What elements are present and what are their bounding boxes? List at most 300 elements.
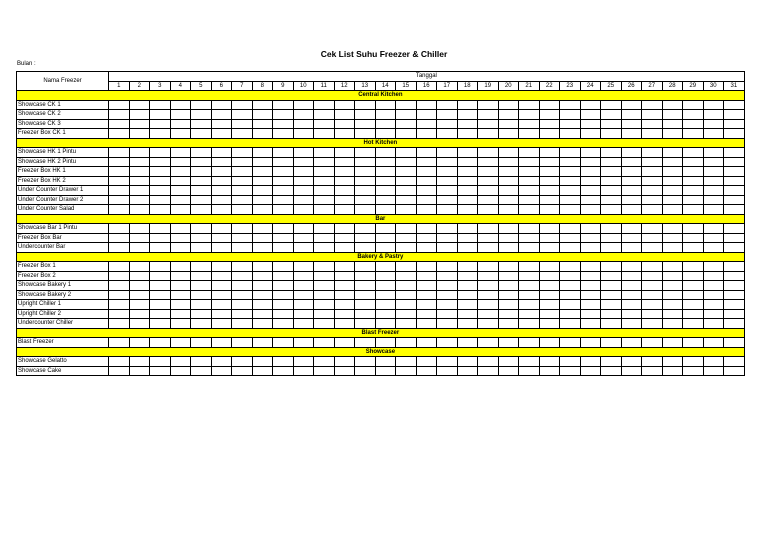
temperature-cell[interactable] xyxy=(273,290,294,300)
temperature-cell[interactable] xyxy=(273,157,294,167)
temperature-cell[interactable] xyxy=(375,205,396,215)
temperature-cell[interactable] xyxy=(683,148,704,158)
temperature-cell[interactable] xyxy=(416,186,437,196)
temperature-cell[interactable] xyxy=(642,119,663,129)
temperature-cell[interactable] xyxy=(273,176,294,186)
temperature-cell[interactable] xyxy=(703,186,724,196)
temperature-cell[interactable] xyxy=(334,224,355,234)
temperature-cell[interactable] xyxy=(642,129,663,139)
temperature-cell[interactable] xyxy=(396,195,417,205)
temperature-cell[interactable] xyxy=(601,290,622,300)
temperature-cell[interactable] xyxy=(273,233,294,243)
temperature-cell[interactable] xyxy=(334,110,355,120)
temperature-cell[interactable] xyxy=(703,205,724,215)
temperature-cell[interactable] xyxy=(437,224,458,234)
temperature-cell[interactable] xyxy=(703,167,724,177)
temperature-cell[interactable] xyxy=(662,224,683,234)
temperature-cell[interactable] xyxy=(375,233,396,243)
temperature-cell[interactable] xyxy=(314,167,335,177)
temperature-cell[interactable] xyxy=(129,119,150,129)
temperature-cell[interactable] xyxy=(662,110,683,120)
temperature-cell[interactable] xyxy=(724,357,745,367)
temperature-cell[interactable] xyxy=(232,271,253,281)
temperature-cell[interactable] xyxy=(416,233,437,243)
temperature-cell[interactable] xyxy=(683,271,704,281)
temperature-cell[interactable] xyxy=(457,281,478,291)
temperature-cell[interactable] xyxy=(683,281,704,291)
temperature-cell[interactable] xyxy=(601,271,622,281)
temperature-cell[interactable] xyxy=(539,262,560,272)
temperature-cell[interactable] xyxy=(273,100,294,110)
temperature-cell[interactable] xyxy=(601,224,622,234)
temperature-cell[interactable] xyxy=(396,262,417,272)
temperature-cell[interactable] xyxy=(642,233,663,243)
temperature-cell[interactable] xyxy=(498,300,519,310)
temperature-cell[interactable] xyxy=(621,338,642,348)
temperature-cell[interactable] xyxy=(580,262,601,272)
temperature-cell[interactable] xyxy=(683,366,704,376)
temperature-cell[interactable] xyxy=(724,167,745,177)
temperature-cell[interactable] xyxy=(355,119,376,129)
temperature-cell[interactable] xyxy=(252,338,273,348)
temperature-cell[interactable] xyxy=(334,290,355,300)
temperature-cell[interactable] xyxy=(437,281,458,291)
temperature-cell[interactable] xyxy=(416,100,437,110)
temperature-cell[interactable] xyxy=(314,205,335,215)
temperature-cell[interactable] xyxy=(478,119,499,129)
temperature-cell[interactable] xyxy=(519,271,540,281)
temperature-cell[interactable] xyxy=(621,157,642,167)
temperature-cell[interactable] xyxy=(642,290,663,300)
temperature-cell[interactable] xyxy=(703,233,724,243)
temperature-cell[interactable] xyxy=(478,167,499,177)
temperature-cell[interactable] xyxy=(683,129,704,139)
temperature-cell[interactable] xyxy=(621,186,642,196)
temperature-cell[interactable] xyxy=(150,167,171,177)
temperature-cell[interactable] xyxy=(498,281,519,291)
temperature-cell[interactable] xyxy=(355,195,376,205)
temperature-cell[interactable] xyxy=(150,357,171,367)
temperature-cell[interactable] xyxy=(416,290,437,300)
temperature-cell[interactable] xyxy=(293,300,314,310)
temperature-cell[interactable] xyxy=(560,176,581,186)
temperature-cell[interactable] xyxy=(601,233,622,243)
temperature-cell[interactable] xyxy=(601,243,622,253)
temperature-cell[interactable] xyxy=(375,129,396,139)
temperature-cell[interactable] xyxy=(478,366,499,376)
temperature-cell[interactable] xyxy=(396,300,417,310)
temperature-cell[interactable] xyxy=(724,262,745,272)
temperature-cell[interactable] xyxy=(334,357,355,367)
temperature-cell[interactable] xyxy=(437,243,458,253)
temperature-cell[interactable] xyxy=(334,233,355,243)
temperature-cell[interactable] xyxy=(170,119,191,129)
temperature-cell[interactable] xyxy=(109,290,130,300)
temperature-cell[interactable] xyxy=(232,205,253,215)
temperature-cell[interactable] xyxy=(293,195,314,205)
temperature-cell[interactable] xyxy=(437,129,458,139)
temperature-cell[interactable] xyxy=(498,186,519,196)
temperature-cell[interactable] xyxy=(191,366,212,376)
temperature-cell[interactable] xyxy=(662,262,683,272)
temperature-cell[interactable] xyxy=(621,319,642,329)
temperature-cell[interactable] xyxy=(478,281,499,291)
temperature-cell[interactable] xyxy=(703,281,724,291)
temperature-cell[interactable] xyxy=(498,157,519,167)
temperature-cell[interactable] xyxy=(334,148,355,158)
temperature-cell[interactable] xyxy=(703,243,724,253)
temperature-cell[interactable] xyxy=(437,186,458,196)
temperature-cell[interactable] xyxy=(724,319,745,329)
temperature-cell[interactable] xyxy=(457,357,478,367)
temperature-cell[interactable] xyxy=(478,157,499,167)
temperature-cell[interactable] xyxy=(334,157,355,167)
temperature-cell[interactable] xyxy=(580,157,601,167)
temperature-cell[interactable] xyxy=(662,129,683,139)
temperature-cell[interactable] xyxy=(498,176,519,186)
temperature-cell[interactable] xyxy=(170,129,191,139)
temperature-cell[interactable] xyxy=(314,281,335,291)
temperature-cell[interactable] xyxy=(375,148,396,158)
temperature-cell[interactable] xyxy=(662,271,683,281)
temperature-cell[interactable] xyxy=(191,262,212,272)
temperature-cell[interactable] xyxy=(170,366,191,376)
temperature-cell[interactable] xyxy=(478,243,499,253)
temperature-cell[interactable] xyxy=(703,119,724,129)
temperature-cell[interactable] xyxy=(252,224,273,234)
temperature-cell[interactable] xyxy=(703,319,724,329)
temperature-cell[interactable] xyxy=(129,319,150,329)
temperature-cell[interactable] xyxy=(396,243,417,253)
temperature-cell[interactable] xyxy=(498,366,519,376)
temperature-cell[interactable] xyxy=(683,186,704,196)
temperature-cell[interactable] xyxy=(150,195,171,205)
temperature-cell[interactable] xyxy=(416,119,437,129)
temperature-cell[interactable] xyxy=(396,119,417,129)
temperature-cell[interactable] xyxy=(355,129,376,139)
temperature-cell[interactable] xyxy=(109,100,130,110)
temperature-cell[interactable] xyxy=(150,271,171,281)
temperature-cell[interactable] xyxy=(416,309,437,319)
temperature-cell[interactable] xyxy=(375,119,396,129)
temperature-cell[interactable] xyxy=(293,233,314,243)
temperature-cell[interactable] xyxy=(396,319,417,329)
temperature-cell[interactable] xyxy=(498,309,519,319)
temperature-cell[interactable] xyxy=(416,319,437,329)
temperature-cell[interactable] xyxy=(191,290,212,300)
temperature-cell[interactable] xyxy=(539,129,560,139)
temperature-cell[interactable] xyxy=(437,195,458,205)
temperature-cell[interactable] xyxy=(437,176,458,186)
temperature-cell[interactable] xyxy=(621,281,642,291)
temperature-cell[interactable] xyxy=(252,300,273,310)
temperature-cell[interactable] xyxy=(580,186,601,196)
temperature-cell[interactable] xyxy=(662,157,683,167)
temperature-cell[interactable] xyxy=(457,224,478,234)
temperature-cell[interactable] xyxy=(539,176,560,186)
temperature-cell[interactable] xyxy=(293,309,314,319)
temperature-cell[interactable] xyxy=(252,148,273,158)
temperature-cell[interactable] xyxy=(724,300,745,310)
temperature-cell[interactable] xyxy=(273,338,294,348)
temperature-cell[interactable] xyxy=(232,309,253,319)
temperature-cell[interactable] xyxy=(334,119,355,129)
temperature-cell[interactable] xyxy=(375,195,396,205)
temperature-cell[interactable] xyxy=(109,262,130,272)
temperature-cell[interactable] xyxy=(416,300,437,310)
temperature-cell[interactable] xyxy=(416,243,437,253)
temperature-cell[interactable] xyxy=(191,319,212,329)
temperature-cell[interactable] xyxy=(273,366,294,376)
temperature-cell[interactable] xyxy=(560,366,581,376)
temperature-cell[interactable] xyxy=(580,176,601,186)
temperature-cell[interactable] xyxy=(457,176,478,186)
temperature-cell[interactable] xyxy=(170,224,191,234)
temperature-cell[interactable] xyxy=(601,148,622,158)
temperature-cell[interactable] xyxy=(457,300,478,310)
temperature-cell[interactable] xyxy=(150,205,171,215)
temperature-cell[interactable] xyxy=(129,129,150,139)
temperature-cell[interactable] xyxy=(519,176,540,186)
temperature-cell[interactable] xyxy=(621,271,642,281)
temperature-cell[interactable] xyxy=(396,110,417,120)
temperature-cell[interactable] xyxy=(109,271,130,281)
temperature-cell[interactable] xyxy=(109,281,130,291)
temperature-cell[interactable] xyxy=(314,148,335,158)
temperature-cell[interactable] xyxy=(478,309,499,319)
temperature-cell[interactable] xyxy=(703,110,724,120)
temperature-cell[interactable] xyxy=(211,281,232,291)
temperature-cell[interactable] xyxy=(560,243,581,253)
temperature-cell[interactable] xyxy=(375,290,396,300)
temperature-cell[interactable] xyxy=(539,148,560,158)
temperature-cell[interactable] xyxy=(478,195,499,205)
temperature-cell[interactable] xyxy=(621,357,642,367)
temperature-cell[interactable] xyxy=(334,186,355,196)
temperature-cell[interactable] xyxy=(211,338,232,348)
temperature-cell[interactable] xyxy=(642,243,663,253)
temperature-cell[interactable] xyxy=(498,338,519,348)
temperature-cell[interactable] xyxy=(396,205,417,215)
temperature-cell[interactable] xyxy=(150,157,171,167)
temperature-cell[interactable] xyxy=(539,167,560,177)
temperature-cell[interactable] xyxy=(375,100,396,110)
temperature-cell[interactable] xyxy=(109,176,130,186)
temperature-cell[interactable] xyxy=(293,243,314,253)
temperature-cell[interactable] xyxy=(396,224,417,234)
temperature-cell[interactable] xyxy=(109,186,130,196)
temperature-cell[interactable] xyxy=(191,281,212,291)
temperature-cell[interactable] xyxy=(252,262,273,272)
temperature-cell[interactable] xyxy=(252,167,273,177)
temperature-cell[interactable] xyxy=(293,148,314,158)
temperature-cell[interactable] xyxy=(416,205,437,215)
temperature-cell[interactable] xyxy=(498,290,519,300)
temperature-cell[interactable] xyxy=(683,243,704,253)
temperature-cell[interactable] xyxy=(355,309,376,319)
temperature-cell[interactable] xyxy=(396,148,417,158)
temperature-cell[interactable] xyxy=(580,309,601,319)
temperature-cell[interactable] xyxy=(150,338,171,348)
temperature-cell[interactable] xyxy=(396,176,417,186)
temperature-cell[interactable] xyxy=(621,148,642,158)
temperature-cell[interactable] xyxy=(293,262,314,272)
temperature-cell[interactable] xyxy=(334,319,355,329)
temperature-cell[interactable] xyxy=(191,243,212,253)
temperature-cell[interactable] xyxy=(642,205,663,215)
temperature-cell[interactable] xyxy=(642,319,663,329)
temperature-cell[interactable] xyxy=(191,338,212,348)
temperature-cell[interactable] xyxy=(539,319,560,329)
temperature-cell[interactable] xyxy=(662,243,683,253)
temperature-cell[interactable] xyxy=(293,157,314,167)
temperature-cell[interactable] xyxy=(519,224,540,234)
temperature-cell[interactable] xyxy=(355,281,376,291)
temperature-cell[interactable] xyxy=(375,300,396,310)
temperature-cell[interactable] xyxy=(498,243,519,253)
temperature-cell[interactable] xyxy=(314,100,335,110)
temperature-cell[interactable] xyxy=(560,205,581,215)
temperature-cell[interactable] xyxy=(621,119,642,129)
temperature-cell[interactable] xyxy=(621,290,642,300)
temperature-cell[interactable] xyxy=(170,281,191,291)
temperature-cell[interactable] xyxy=(642,100,663,110)
temperature-cell[interactable] xyxy=(211,319,232,329)
temperature-cell[interactable] xyxy=(334,262,355,272)
temperature-cell[interactable] xyxy=(191,176,212,186)
temperature-cell[interactable] xyxy=(621,110,642,120)
temperature-cell[interactable] xyxy=(355,262,376,272)
temperature-cell[interactable] xyxy=(478,271,499,281)
temperature-cell[interactable] xyxy=(273,129,294,139)
temperature-cell[interactable] xyxy=(211,243,232,253)
temperature-cell[interactable] xyxy=(191,205,212,215)
temperature-cell[interactable] xyxy=(355,100,376,110)
temperature-cell[interactable] xyxy=(560,167,581,177)
temperature-cell[interactable] xyxy=(580,129,601,139)
temperature-cell[interactable] xyxy=(252,366,273,376)
temperature-cell[interactable] xyxy=(396,100,417,110)
temperature-cell[interactable] xyxy=(129,110,150,120)
temperature-cell[interactable] xyxy=(457,366,478,376)
temperature-cell[interactable] xyxy=(580,271,601,281)
temperature-cell[interactable] xyxy=(621,366,642,376)
temperature-cell[interactable] xyxy=(519,290,540,300)
temperature-cell[interactable] xyxy=(457,205,478,215)
temperature-cell[interactable] xyxy=(109,119,130,129)
temperature-cell[interactable] xyxy=(601,366,622,376)
temperature-cell[interactable] xyxy=(211,262,232,272)
temperature-cell[interactable] xyxy=(539,224,560,234)
temperature-cell[interactable] xyxy=(232,319,253,329)
temperature-cell[interactable] xyxy=(457,129,478,139)
temperature-cell[interactable] xyxy=(621,195,642,205)
temperature-cell[interactable] xyxy=(273,309,294,319)
temperature-cell[interactable] xyxy=(109,233,130,243)
temperature-cell[interactable] xyxy=(580,195,601,205)
temperature-cell[interactable] xyxy=(232,148,253,158)
temperature-cell[interactable] xyxy=(150,129,171,139)
temperature-cell[interactable] xyxy=(129,186,150,196)
temperature-cell[interactable] xyxy=(683,319,704,329)
temperature-cell[interactable] xyxy=(519,100,540,110)
temperature-cell[interactable] xyxy=(683,176,704,186)
temperature-cell[interactable] xyxy=(642,186,663,196)
temperature-cell[interactable] xyxy=(539,100,560,110)
temperature-cell[interactable] xyxy=(642,271,663,281)
temperature-cell[interactable] xyxy=(724,176,745,186)
temperature-cell[interactable] xyxy=(252,281,273,291)
temperature-cell[interactable] xyxy=(580,319,601,329)
temperature-cell[interactable] xyxy=(621,205,642,215)
temperature-cell[interactable] xyxy=(273,148,294,158)
temperature-cell[interactable] xyxy=(662,319,683,329)
temperature-cell[interactable] xyxy=(601,167,622,177)
temperature-cell[interactable] xyxy=(109,338,130,348)
temperature-cell[interactable] xyxy=(478,300,499,310)
temperature-cell[interactable] xyxy=(457,157,478,167)
temperature-cell[interactable] xyxy=(662,195,683,205)
temperature-cell[interactable] xyxy=(334,366,355,376)
temperature-cell[interactable] xyxy=(314,224,335,234)
temperature-cell[interactable] xyxy=(334,338,355,348)
temperature-cell[interactable] xyxy=(150,243,171,253)
temperature-cell[interactable] xyxy=(642,262,663,272)
temperature-cell[interactable] xyxy=(396,271,417,281)
temperature-cell[interactable] xyxy=(252,205,273,215)
temperature-cell[interactable] xyxy=(170,262,191,272)
temperature-cell[interactable] xyxy=(170,176,191,186)
temperature-cell[interactable] xyxy=(129,357,150,367)
temperature-cell[interactable] xyxy=(437,157,458,167)
temperature-cell[interactable] xyxy=(560,129,581,139)
temperature-cell[interactable] xyxy=(109,366,130,376)
temperature-cell[interactable] xyxy=(724,157,745,167)
temperature-cell[interactable] xyxy=(375,224,396,234)
temperature-cell[interactable] xyxy=(437,110,458,120)
temperature-cell[interactable] xyxy=(375,271,396,281)
temperature-cell[interactable] xyxy=(498,119,519,129)
temperature-cell[interactable] xyxy=(642,157,663,167)
temperature-cell[interactable] xyxy=(662,119,683,129)
temperature-cell[interactable] xyxy=(314,157,335,167)
temperature-cell[interactable] xyxy=(601,186,622,196)
temperature-cell[interactable] xyxy=(396,309,417,319)
temperature-cell[interactable] xyxy=(498,100,519,110)
temperature-cell[interactable] xyxy=(416,176,437,186)
temperature-cell[interactable] xyxy=(211,271,232,281)
temperature-cell[interactable] xyxy=(129,243,150,253)
temperature-cell[interactable] xyxy=(416,271,437,281)
temperature-cell[interactable] xyxy=(601,357,622,367)
temperature-cell[interactable] xyxy=(252,119,273,129)
temperature-cell[interactable] xyxy=(355,243,376,253)
temperature-cell[interactable] xyxy=(519,357,540,367)
temperature-cell[interactable] xyxy=(478,262,499,272)
temperature-cell[interactable] xyxy=(662,309,683,319)
temperature-cell[interactable] xyxy=(129,233,150,243)
temperature-cell[interactable] xyxy=(642,281,663,291)
temperature-cell[interactable] xyxy=(170,195,191,205)
temperature-cell[interactable] xyxy=(314,129,335,139)
temperature-cell[interactable] xyxy=(211,110,232,120)
temperature-cell[interactable] xyxy=(519,309,540,319)
temperature-cell[interactable] xyxy=(683,110,704,120)
temperature-cell[interactable] xyxy=(109,167,130,177)
temperature-cell[interactable] xyxy=(416,224,437,234)
temperature-cell[interactable] xyxy=(355,233,376,243)
temperature-cell[interactable] xyxy=(211,357,232,367)
